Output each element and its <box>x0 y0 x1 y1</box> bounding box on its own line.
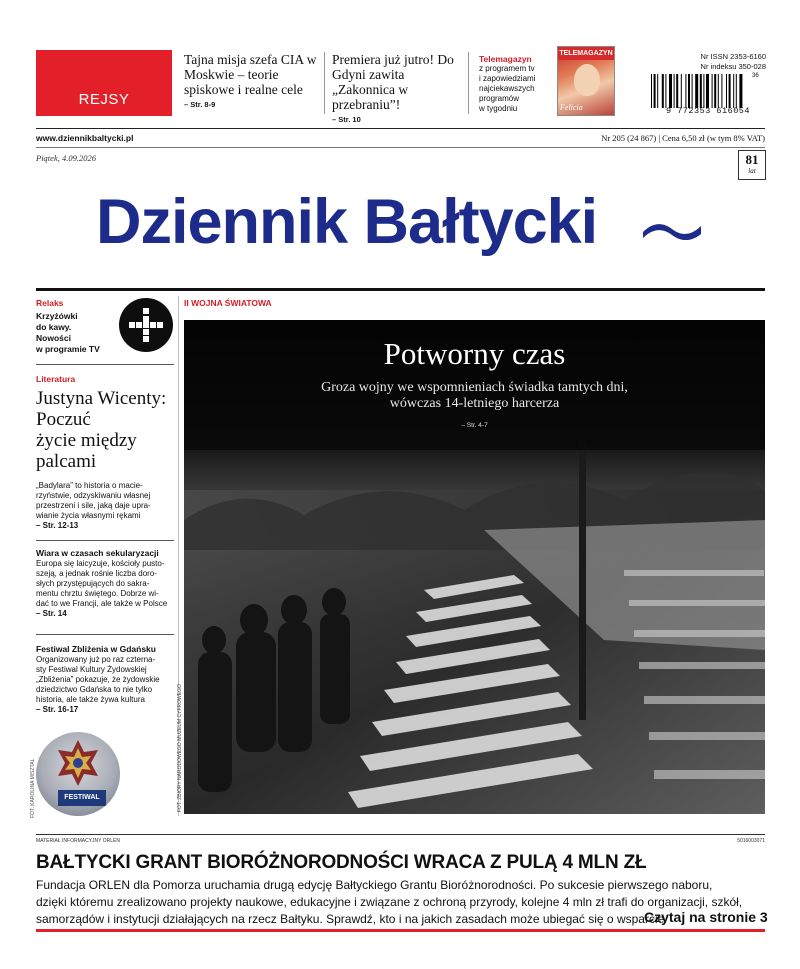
barcode-bar <box>718 74 719 108</box>
literatura-headline: Poczuć <box>36 409 91 430</box>
festiwal-body: dziedzictwo Gdańska to nie tylko <box>36 685 153 694</box>
top-rule <box>36 128 765 129</box>
wiara-body: Europa się laicyzuje, kościoły pusto- <box>36 559 165 568</box>
barcode-bar <box>681 74 682 108</box>
barcode-bar <box>685 74 686 108</box>
relaks-kicker: Relaks <box>36 298 64 308</box>
issue-date: Piątek, 4.09.2026 <box>36 153 96 163</box>
issue-price: Nr 205 (24 867) | Cena 6,50 zł (w tym 8% VAT) <box>601 133 765 143</box>
main-story-subtitle <box>294 380 655 412</box>
wiara-body: słych przystępujących do sakra- <box>36 579 150 588</box>
barcode-bar <box>721 74 722 108</box>
festiwal-title: Festiwal Zbliżenia w Gdańsku <box>36 644 156 654</box>
relaks-line: Nowości <box>36 333 71 343</box>
wave-logo-icon <box>641 220 703 240</box>
festival-photo[interactable] <box>36 732 120 816</box>
main-story-subtitle-line: Groza wojny we wspomnieniach świadka tamtych dni, <box>321 380 628 395</box>
literatura-headline: Justyna Wicenty: <box>36 388 167 409</box>
masthead[interactable] <box>96 186 704 258</box>
festiwal-ref: – Str. 16-17 <box>36 705 79 714</box>
literatura-headline: życie między <box>36 430 137 451</box>
wiara-ref: – Str. 14 <box>36 609 67 618</box>
literatura-kicker: Literatura <box>36 374 76 384</box>
rejsy-label: REJSY <box>78 91 130 108</box>
anniversary-number: 81 <box>745 152 759 167</box>
magazine-cover-image[interactable] <box>557 46 615 116</box>
relaks-line: Krzyżówki <box>36 311 78 321</box>
barcode-bar <box>654 74 656 108</box>
main-story-title: Potworny czas <box>383 336 566 371</box>
grant-body-line: dzięki któremu zrealizowano projekty naukowe, edukacyjne i związane z ochroną przyrody, kolejne 4 mln zł trafi do organizacji, szkół, <box>36 895 743 909</box>
literatura-ref: – Str. 12-13 <box>36 521 79 530</box>
teaser-zakonnica-ref: – Str. 10 <box>332 115 361 124</box>
literatura-body: „Badylara” to historia o macie- <box>36 481 143 490</box>
main-photo-credit: FOT. ZBIORY NARODOWEGO MUZEUM CYFROWEGO <box>177 684 183 812</box>
festiwal-body: Organizowany już po raz czterna- <box>36 655 156 664</box>
telemagazyn-line: programów <box>479 94 520 103</box>
literatura-body: wianie życia własnymi rękami <box>36 511 141 520</box>
telemagazyn-title: Telemagazyn <box>479 54 532 64</box>
barcode-bar <box>700 74 702 108</box>
barcode-bar <box>669 74 672 108</box>
barcode-addon: 36 <box>752 73 759 79</box>
bottom-rule <box>36 834 765 835</box>
barcode-bar <box>714 74 716 108</box>
crossword-icon <box>119 298 173 352</box>
divider <box>36 540 174 541</box>
grant-body-line: Fundacja ORLEN dla Pomorza uruchamia drugą edycję Bałtyckiego Grantu Bioróżnorodności. Po sukcesie pierwszego naboru, <box>36 878 713 892</box>
main-story-photo[interactable] <box>184 320 765 814</box>
main-section-label: II WOJNA ŚWIATOWA <box>184 298 272 308</box>
telemagazyn-line: z programem tv <box>479 64 535 73</box>
anniversary-unit: lat <box>748 167 756 175</box>
masthead-rule <box>36 288 765 291</box>
teaser-zakonnica[interactable] <box>332 52 462 124</box>
grant-body-line: samorządów i instytucji działających na rzecz Bałtyku. Sprawdź, kto i na jakich zasadach może ubiegać się o wsparcie <box>36 912 665 926</box>
telemagazyn-line: najciekawszych <box>479 84 535 93</box>
festival-photo-label: FESTIWAL <box>58 790 106 806</box>
barcode-bar <box>657 74 658 108</box>
masthead-title: Dziennik Bałtycki <box>96 187 598 257</box>
divider <box>36 364 174 365</box>
relaks-line: w programie TV <box>36 344 100 354</box>
magazine-cover-face <box>574 64 600 96</box>
website-link[interactable]: www.dziennikbaltycki.pl <box>36 133 134 143</box>
grant-headline[interactable]: BAŁTYCKI GRANT BIORÓŻNORODNOŚCI WRACA Z PULĄ 4 MLN ZŁ <box>36 852 647 873</box>
barcode-bar <box>712 74 713 108</box>
barcode-bar <box>703 74 704 108</box>
barcode-bar <box>739 74 742 108</box>
festival-photo-credit: FOT. KAROLINA MISZTAL <box>30 758 36 818</box>
barcode-bar <box>692 74 693 108</box>
rejsy-promo[interactable] <box>36 50 172 116</box>
wiara-title: Wiara w czasach sekularyzacji <box>36 548 159 558</box>
magazine-cover-band: TELEMAGAZYN <box>558 47 614 60</box>
barcode-bar <box>733 74 734 108</box>
barcode-bar <box>674 74 675 108</box>
wiara-block[interactable] <box>36 548 174 618</box>
barcode-bar <box>726 74 727 108</box>
material-code: 5016003071 <box>737 838 765 844</box>
issn-block <box>650 52 766 72</box>
teaser-zakonnica-text: Premiera już jutro! Do Gdyni zawita „Zakonnica w przebraniu”! <box>332 52 454 112</box>
literatura-block[interactable] <box>36 374 174 530</box>
festiwal-body: „Zbliżenia” pokazuje, że żydowskie <box>36 675 160 684</box>
wiara-body: dać to we Francji, ale także w Polsce <box>36 599 168 608</box>
barcode-bar <box>651 74 652 108</box>
literatura-body: przestrzeni i sile, jaką daje upra- <box>36 501 151 510</box>
meta-rule <box>36 147 765 148</box>
barcode-bar <box>688 74 690 108</box>
barcode-bar <box>665 74 666 108</box>
divider <box>468 52 469 114</box>
issn-number: Nr ISSN 2353-6160 <box>700 52 766 61</box>
index-number: Nr indeksu 350-028 <box>700 62 766 71</box>
telemagazyn-line: w tygodniu <box>479 104 518 113</box>
magazine-cover-foot: Felicia <box>560 103 583 112</box>
read-more-link[interactable]: Czytaj na stronie 3 <box>644 909 768 925</box>
barcode-bar <box>695 74 698 108</box>
barcode-bar <box>662 74 664 108</box>
relaks-line: do kawy. <box>36 322 72 332</box>
material-label: MATERIAŁ INFORMACYJNY ORLEN <box>36 838 120 844</box>
telemagazyn-promo[interactable] <box>479 54 555 114</box>
festiwal-body: sty Festiwal Kultury Żydowskiej <box>36 665 147 674</box>
barcode-bar <box>736 74 737 108</box>
barcode-bar <box>729 74 731 108</box>
divider <box>36 634 174 635</box>
festiwal-block[interactable] <box>36 644 174 714</box>
barcode-bar <box>706 74 709 108</box>
wiara-body: mentu chrztu świętego. Dobrze wi- <box>36 589 159 598</box>
teaser-cia[interactable] <box>184 52 324 109</box>
wiara-body: szeją, a jednak rośnie liczba doro- <box>36 569 157 578</box>
main-story-subtitle-line: wówczas 14-letniego harcerza <box>389 396 560 411</box>
teaser-cia-ref: – Str. 8-9 <box>184 100 216 109</box>
telemagazyn-line: i zapowiedziami <box>479 74 536 83</box>
bottom-accent-rule <box>36 929 765 932</box>
barcode-bar <box>676 74 678 108</box>
barcode-image <box>650 74 766 108</box>
literatura-body: rzyństwie, odzyskiwaniu własnej <box>36 491 151 500</box>
literatura-headline: palcami <box>36 451 97 472</box>
teaser-cia-text: Tajna misja szefa CIA w Moskwie – teorie spiskowe i realne cele <box>184 52 317 97</box>
divider <box>324 52 325 114</box>
anniversary-badge <box>738 150 766 180</box>
festiwal-body: historia, ale także żywa kultura <box>36 695 145 704</box>
main-story-ref: – Str. 4-7 <box>461 422 488 429</box>
barcode-number: 9 772353 616054 <box>665 106 750 116</box>
festival-emblem-icon <box>53 738 103 788</box>
